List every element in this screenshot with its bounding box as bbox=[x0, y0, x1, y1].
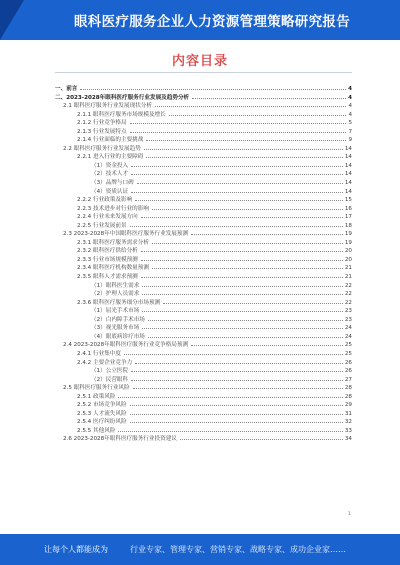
toc-entry-title: （3）视光服务市场 bbox=[91, 325, 140, 332]
toc-leader-dots bbox=[130, 409, 343, 415]
toc-entry-page: 4 bbox=[348, 94, 352, 101]
toc-leader-dots bbox=[155, 101, 346, 107]
toc-leader-dots bbox=[141, 255, 343, 261]
toc-leader-dots bbox=[130, 221, 343, 227]
toc-entry-title: 2.5.3 人才流失风险 bbox=[77, 410, 127, 417]
toc-leader-dots bbox=[169, 110, 347, 116]
toc-leader-dots bbox=[130, 417, 343, 423]
toc-entry-page: 4 bbox=[348, 86, 352, 92]
toc-entry-page: 19 bbox=[344, 239, 352, 246]
toc-entry-title: （2）白内障手术市场 bbox=[91, 316, 145, 323]
toc-entry-page: 14 bbox=[344, 188, 352, 195]
toc-entry-title: 2.4.2 主要企业竞争力 bbox=[77, 359, 133, 366]
toc-leader-dots bbox=[191, 229, 343, 235]
toc-leader-dots bbox=[135, 358, 343, 364]
toc-entry[interactable] bbox=[55, 101, 352, 110]
toc-entry-page: 9 bbox=[348, 137, 352, 144]
toc-leader-dots bbox=[124, 349, 343, 355]
toc-entry[interactable] bbox=[55, 400, 352, 409]
toc-entry-page: 21 bbox=[344, 274, 352, 281]
toc-entry[interactable] bbox=[55, 204, 352, 213]
toc-entry[interactable] bbox=[55, 187, 352, 196]
toc-leader-dots bbox=[130, 118, 347, 124]
toc-leader-dots bbox=[141, 246, 343, 252]
toc-entry-title: 2.1.2 行业竞争格局 bbox=[77, 120, 127, 127]
toc-entry[interactable] bbox=[55, 366, 352, 375]
toc-entry[interactable] bbox=[55, 349, 352, 358]
toc-entry[interactable] bbox=[55, 161, 352, 170]
toc-entry[interactable] bbox=[55, 315, 352, 324]
toc-leader-dots bbox=[146, 135, 346, 141]
toc-entry-title: 2.4 2023-2028年眼科医疗服务行业竞争格局预测 bbox=[63, 342, 189, 349]
toc-entry-page: 14 bbox=[344, 154, 352, 161]
toc-entry[interactable] bbox=[55, 255, 352, 264]
toc-entry-page: 14 bbox=[344, 180, 352, 187]
toc-entry-title: 2.1 眼科医疗服务行业发展现状分析 bbox=[63, 103, 152, 110]
toc-leader-dots bbox=[80, 84, 346, 90]
toc-entry[interactable] bbox=[55, 84, 352, 93]
toc-entry-page: 27 bbox=[344, 376, 352, 383]
toc-entry[interactable] bbox=[55, 238, 352, 247]
toc-entry[interactable] bbox=[55, 332, 352, 341]
toc-entry[interactable] bbox=[55, 118, 352, 127]
toc-entry-page: 4 bbox=[348, 111, 352, 118]
toc-entry[interactable] bbox=[55, 298, 352, 307]
toc-entry-page: 28 bbox=[344, 385, 352, 392]
toc-entry[interactable] bbox=[55, 306, 352, 315]
toc-leader-dots bbox=[152, 204, 343, 210]
toc-entry-page: 20 bbox=[344, 248, 352, 255]
toc-entry-page: 29 bbox=[344, 402, 352, 409]
toc-entry-page: 25 bbox=[344, 350, 352, 357]
toc-entry-page: 20 bbox=[344, 256, 352, 263]
toc-entry-title: （2）技术人才 bbox=[91, 171, 129, 178]
toc-entry-title: （4）资质认证 bbox=[91, 188, 129, 195]
page-number: 1 bbox=[348, 512, 351, 517]
toc-entry[interactable] bbox=[55, 434, 352, 443]
toc-entry[interactable] bbox=[55, 383, 352, 392]
toc-entry-title: 2.5.1 政策风险 bbox=[77, 393, 116, 400]
toc-entry-title: （3）品牌与口碑 bbox=[91, 180, 134, 187]
toc-leader-dots bbox=[118, 392, 342, 398]
toc-entry-page: 14 bbox=[344, 145, 352, 152]
toc-entry-page: 5 bbox=[348, 120, 352, 127]
toc-leader-dots bbox=[131, 187, 343, 193]
toc-entry-title: （4）眼底病诊疗市场 bbox=[91, 333, 145, 340]
toc-entry[interactable] bbox=[55, 195, 352, 204]
toc-entry-page: 23 bbox=[344, 308, 352, 315]
toc-entry[interactable] bbox=[55, 178, 352, 187]
header-corner-mark bbox=[0, 0, 24, 40]
toc-entry[interactable] bbox=[55, 281, 352, 290]
toc-entry-page: 25 bbox=[344, 342, 352, 349]
toc-leader-dots bbox=[144, 144, 343, 150]
toc-entry-title: 2.2.1 进入行业的主要障碍 bbox=[77, 154, 144, 161]
header-bar bbox=[0, 0, 400, 40]
toc-entry-title: （1）屈光手术市场 bbox=[91, 308, 140, 315]
toc-entry[interactable] bbox=[55, 169, 352, 178]
toc-entry[interactable] bbox=[55, 323, 352, 332]
toc-entry[interactable] bbox=[55, 144, 352, 153]
toc-entry-page: 28 bbox=[344, 393, 352, 400]
toc-entry-page: 22 bbox=[344, 299, 352, 306]
toc-entry-page: 14 bbox=[344, 162, 352, 169]
toc-leader-dots bbox=[152, 238, 343, 244]
toc-leader-dots bbox=[130, 127, 347, 133]
toc-entry-page: 26 bbox=[344, 359, 352, 366]
toc-entry[interactable] bbox=[55, 409, 352, 418]
toc-entry-title: （1）公立医院 bbox=[91, 368, 129, 375]
toc-entry-page: 24 bbox=[344, 325, 352, 332]
toc-entry-title: 2.5.5 其他风险 bbox=[77, 427, 116, 434]
toc-leader-dots bbox=[141, 212, 343, 218]
toc-entry-title: 2.1.4 行业面临的主要挑战 bbox=[77, 137, 144, 144]
toc-entry[interactable] bbox=[55, 358, 352, 367]
toc-entry-page: 26 bbox=[344, 368, 352, 375]
toc-leader-dots bbox=[192, 93, 346, 99]
toc-entry[interactable] bbox=[55, 375, 352, 384]
table-of-contents bbox=[55, 84, 352, 443]
toc-entry-page: 24 bbox=[344, 333, 352, 340]
toc-entry[interactable] bbox=[55, 110, 352, 119]
toc-entry[interactable] bbox=[55, 289, 352, 298]
toc-title: 内容目录 bbox=[171, 54, 228, 69]
footer-tagline: 行业专家、管理专家、营销专家、战略专家、成功企业家…… bbox=[130, 545, 346, 554]
toc-entry-title: 2.3.6 眼科医疗服务细分市场预测 bbox=[77, 299, 161, 306]
toc-entry-page: 34 bbox=[344, 436, 352, 443]
toc-entry-page: 33 bbox=[344, 427, 352, 434]
toc-leader-dots bbox=[180, 434, 343, 440]
toc-leader-dots bbox=[131, 375, 343, 381]
toc-entry[interactable] bbox=[55, 221, 352, 230]
toc-leader-dots bbox=[133, 383, 343, 389]
toc-entry[interactable] bbox=[55, 246, 352, 255]
toc-entry-title: 2.5.4 医疗纠纷风险 bbox=[77, 419, 127, 426]
toc-entry-page: 22 bbox=[344, 282, 352, 289]
toc-entry-title: 一、前言 bbox=[55, 86, 78, 92]
toc-entry-title: 2.5 眼科医疗服务行业风险 bbox=[63, 385, 130, 392]
toc-entry-title: 2.2 眼科医疗服务行业发展趋势 bbox=[63, 145, 141, 152]
toc-entry-title: 2.5.2 市场竞争风险 bbox=[77, 402, 127, 409]
footer-slogan: 让每个人都能成为 bbox=[44, 545, 108, 554]
toc-entry[interactable] bbox=[55, 272, 352, 281]
toc-entry-page: 7 bbox=[348, 128, 352, 135]
toc-entry[interactable] bbox=[55, 93, 352, 102]
toc-entry[interactable] bbox=[55, 229, 352, 238]
toc-entry[interactable] bbox=[55, 340, 352, 349]
toc-entry[interactable] bbox=[55, 426, 352, 435]
toc-leader-dots bbox=[118, 426, 342, 432]
toc-leader-dots bbox=[142, 281, 343, 287]
toc-entry[interactable] bbox=[55, 135, 352, 144]
report-title: 眼科医疗服务企业人力资源管理策略研究报告 bbox=[74, 14, 350, 30]
toc-entry[interactable] bbox=[55, 127, 352, 136]
toc-leader-dots bbox=[146, 152, 343, 158]
toc-entry-title: （2）民营眼科 bbox=[91, 376, 129, 383]
toc-entry-page: 32 bbox=[344, 419, 352, 426]
toc-leader-dots bbox=[148, 315, 343, 321]
toc-entry-title: （2）护理人员需求 bbox=[91, 291, 140, 298]
toc-entry-page: 23 bbox=[344, 316, 352, 323]
toc-entry-title: 2.2.5 行业发展前景 bbox=[77, 222, 127, 229]
toc-entry-title: （1）眼科医生需求 bbox=[91, 282, 140, 289]
footer-bar bbox=[0, 534, 400, 565]
toc-entry[interactable] bbox=[55, 152, 352, 161]
toc-entry-title: 2.3 2023-2028年中国眼科医疗服务行业发展预测 bbox=[63, 231, 189, 238]
toc-entry-page: 15 bbox=[344, 197, 352, 204]
toc-entry-title: 2.3.2 眼科医疗供给分析 bbox=[77, 248, 138, 255]
toc-entry-title: （1）资金投入 bbox=[91, 162, 129, 169]
toc-entry-title: 2.4.1 行业集中度 bbox=[77, 350, 121, 357]
toc-entry-title: 二、2023-2028年眼科医疗服务行业发展及趋势分析 bbox=[55, 94, 190, 101]
toc-leader-dots bbox=[141, 272, 343, 278]
toc-top-rule bbox=[55, 72, 352, 73]
toc-entry-title: 2.3.1 眼科医疗服务需求分析 bbox=[77, 239, 149, 246]
toc-entry-page: 18 bbox=[344, 222, 352, 229]
toc-leader-dots bbox=[142, 306, 343, 312]
toc-entry-page: 14 bbox=[344, 171, 352, 178]
toc-entry[interactable] bbox=[55, 212, 352, 221]
toc-entry-title: 2.6 2023-2028年眼科医疗服务行业投资建议 bbox=[63, 436, 177, 443]
toc-entry-title: 2.2.4 行业未来发展方向 bbox=[77, 214, 138, 221]
toc-leader-dots bbox=[142, 323, 343, 329]
toc-entry-title: 2.3.3 行业市场规模预测 bbox=[77, 256, 138, 263]
toc-leader-dots bbox=[130, 400, 343, 406]
toc-entry-page: 21 bbox=[344, 265, 352, 272]
toc-entry-title: 2.3.5 眼科人才需求预测 bbox=[77, 274, 138, 281]
toc-leader-dots bbox=[131, 169, 343, 175]
toc-leader-dots bbox=[152, 263, 343, 269]
toc-entry[interactable] bbox=[55, 263, 352, 272]
toc-entry-page: 19 bbox=[344, 231, 352, 238]
toc-entry[interactable] bbox=[55, 417, 352, 426]
toc-entry-page: 31 bbox=[344, 410, 352, 417]
toc-entry-page: 4 bbox=[348, 103, 352, 110]
toc-leader-dots bbox=[131, 366, 343, 372]
toc-entry-page: 22 bbox=[344, 291, 352, 298]
toc-leader-dots bbox=[131, 161, 343, 167]
toc-leader-dots bbox=[142, 289, 343, 295]
toc-entry-title: 2.1.3 行业发展特点 bbox=[77, 128, 127, 135]
toc-entry-page: 17 bbox=[344, 214, 352, 221]
toc-leader-dots bbox=[137, 178, 343, 184]
toc-leader-dots bbox=[163, 298, 343, 304]
toc-entry-title: 2.3.4 眼科医疗机构数量预测 bbox=[77, 265, 149, 272]
toc-entry-title: 2.1.1 眼科医疗服务市场规模及增长 bbox=[77, 111, 166, 118]
toc-entry[interactable] bbox=[55, 392, 352, 401]
toc-entry-title: 2.2.2 行业政策及影响 bbox=[77, 197, 133, 204]
toc-entry-page: 16 bbox=[344, 205, 352, 212]
toc-leader-dots bbox=[191, 340, 343, 346]
toc-entry-title: 2.2.3 技术进步对行业的影响 bbox=[77, 205, 149, 212]
toc-leader-dots bbox=[148, 332, 343, 338]
toc-leader-dots bbox=[135, 195, 343, 201]
